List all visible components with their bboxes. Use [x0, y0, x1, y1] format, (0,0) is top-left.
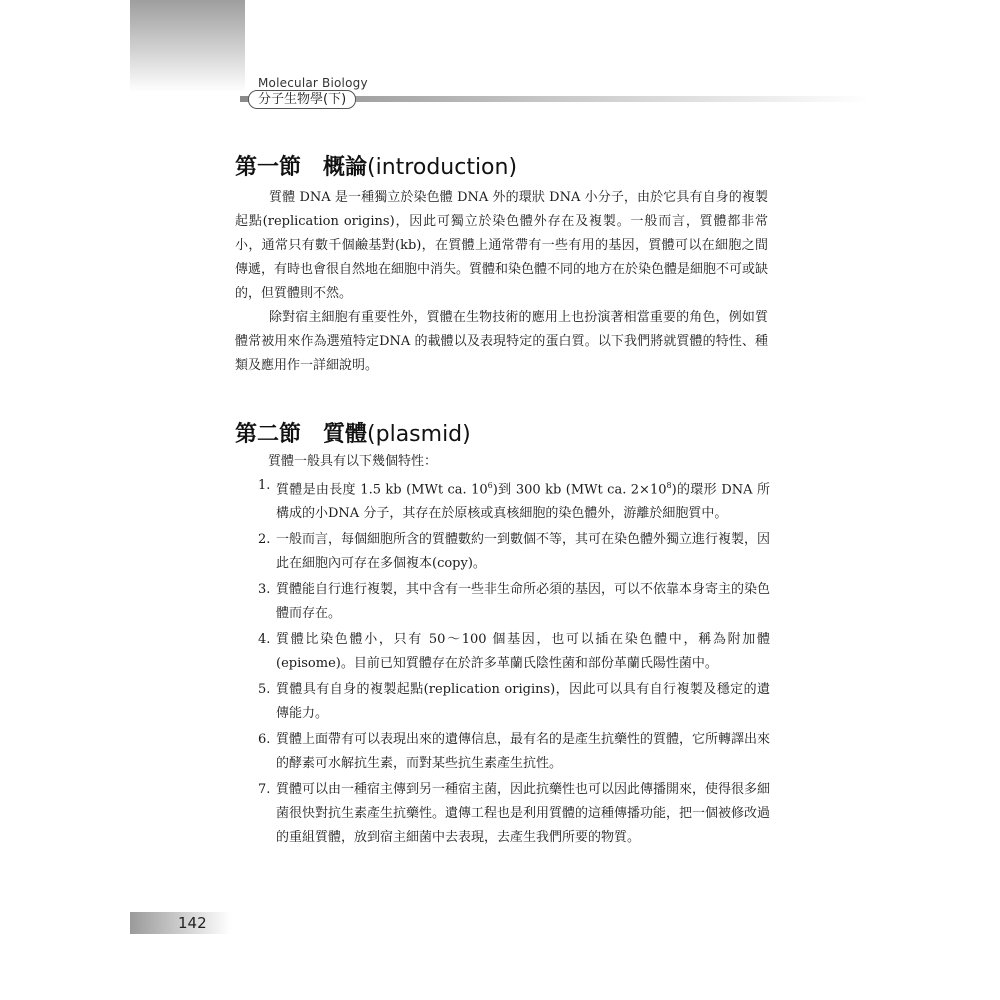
- list-item-text: 質體可以由一種宿主傳到另一種宿主菌，因此抗藥性也可以因此傳播開來，使得很多細菌很快對抗生素產生抗藥性。遺傳工程也是利用質體的這種傳播功能，把一個被修改過的重組質體，放到宿主細菌中去表現，去產生我們所要的物質。: [276, 782, 771, 846]
- list-item-number: 5.: [258, 682, 271, 698]
- list-item-number: 4.: [258, 632, 271, 648]
- list-item-number: 3.: [258, 582, 271, 598]
- list-item: [258, 678, 770, 726]
- list-item-text: 質體具有自身的複製起點(replication origins)，因此可以具有自行複製及穩定的遺傳能力。: [276, 682, 770, 722]
- page-number: 142: [178, 914, 207, 932]
- section2-number: 第二節: [235, 422, 302, 447]
- plasmid-properties-list: [258, 474, 770, 852]
- section2-heading: [235, 417, 471, 448]
- list-item-text: 一般而言，每個細胞所含的質體數約一到數個不等，其可在染色體外獨立進行複製，因此在細胞內可存在多個複本(copy)。: [276, 532, 771, 572]
- list-item-number: 7.: [258, 782, 271, 798]
- list-item: [258, 778, 770, 850]
- section1-number: 第一節: [235, 155, 302, 180]
- list-item-number: 2.: [258, 532, 271, 548]
- section1-heading: [235, 150, 517, 181]
- list-item-number: 1.: [258, 478, 271, 493]
- section1-title-zh: 概論: [323, 155, 368, 180]
- list-item: [258, 578, 770, 626]
- section2-title-en: (plasmid): [367, 422, 471, 447]
- list-item-text: 質體能自行進行複製，其中含有一些非生命所必須的基因，可以不依靠本身寄主的染色體而存在。: [276, 582, 771, 622]
- section1-paragraph-2: 除對宿主細胞有重要性外，質體在生物技術的應用上也扮演著相當重要的角色，例如質體常被用來作為選殖特定DNA 的載體以及表現特定的蛋白質。以下我們將就質體的特性、種類及應用作一詳細說明。: [235, 310, 768, 373]
- section1-paragraph-1: 質體 DNA 是一種獨立於染色體 DNA 外的環狀 DNA 小分子，由於它具有自身的複製起點(replication origins)，因此可獨立於染色體外存在及複製。一般而言，質體都非常小，通常只有數千個鹼基對(kb)，在質體上通常帶有一些有用的基因，質體可以在細胞之間傳遞，有時也會很自然地在細胞中消失。質體和染色體不同的地方在於染色體是細胞不可或缺的，但質體則不然。: [235, 190, 769, 301]
- running-header-english: Molecular Biology: [258, 76, 368, 90]
- list-item: 1. 質體是由長度 1.5 kb (MWt ca. $10^6$)到 300 kb (MWt ca. $2\times 10^8$)的環形 DNA 所構成的小DNA 分子，其存在於原核或真核細胞的染色體外，游離於細胞質中。: [258, 474, 770, 526]
- section1-title-en: (introduction): [367, 155, 518, 180]
- section2-intro: 質體一般具有以下幾個特性：: [268, 454, 438, 469]
- list-item: [258, 728, 770, 776]
- list-item: [258, 528, 770, 576]
- list-item-number: 6.: [258, 732, 271, 748]
- running-header-chinese: 分子生物學(下): [248, 90, 356, 109]
- list-item-text: 質體上面帶有可以表現出來的遺傳信息，最有名的是產生抗藥性的質體，它所轉譯出來的酵素可水解抗生素，而對某些抗生素產生抗性。: [276, 732, 771, 772]
- list-item: [258, 628, 770, 676]
- section2-title-zh: 質體: [323, 422, 368, 447]
- header-corner-shade: [130, 0, 245, 92]
- list-item-text: 質體比染色體小，只有 50～100 個基因，也可以插在染色體中，稱為附加體(episome)。目前已知質體存在於許多革蘭氏陰性菌和部份革蘭氏陽性菌中。: [276, 632, 770, 672]
